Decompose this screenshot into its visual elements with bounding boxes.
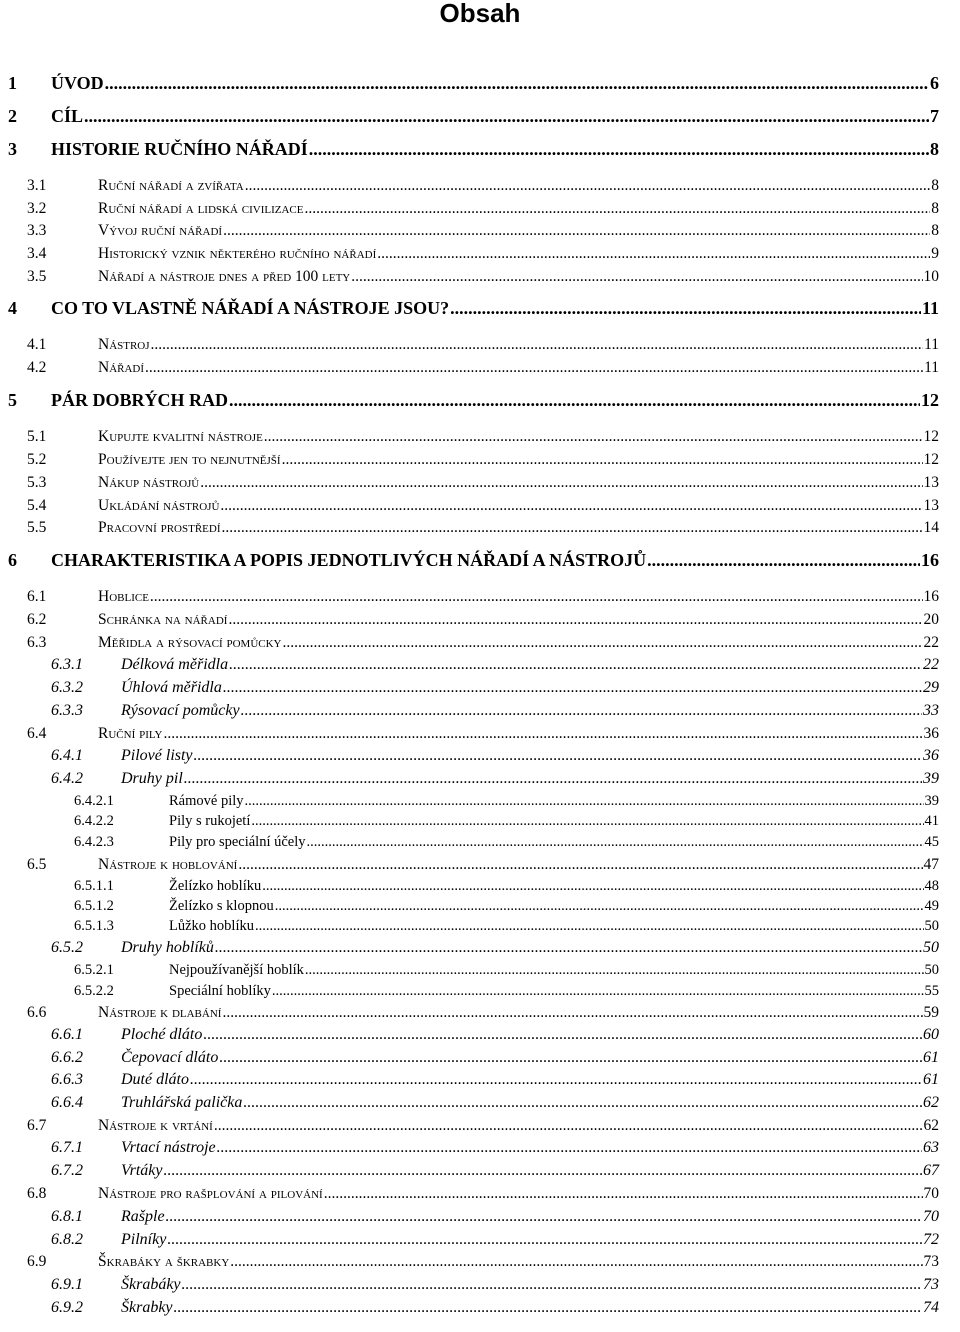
toc-entry[interactable]	[8, 139, 939, 159]
dot-leader	[243, 1094, 922, 1112]
toc-entry-page: 48	[924, 878, 939, 894]
dot-leader	[241, 702, 922, 720]
toc-entry-page: 39	[924, 793, 939, 809]
toc-entry-title: Želízko s klopnou	[169, 898, 274, 914]
toc-entry[interactable]	[27, 1117, 939, 1135]
dot-leader	[163, 725, 922, 743]
toc-entry[interactable]	[74, 918, 939, 935]
dot-leader	[222, 1004, 922, 1022]
toc-entry[interactable]	[27, 611, 939, 629]
toc-entry-page: 45	[924, 834, 939, 850]
dot-leader	[647, 550, 920, 570]
toc-entry-page: 8	[931, 222, 939, 239]
toc-entry-number: 2	[8, 106, 17, 126]
toc-entry-number: 6.6.1	[51, 1026, 83, 1043]
toc-entry-title: Nástroje pro rašplování a pilování	[98, 1185, 323, 1202]
toc-entry-number: 5.5	[27, 519, 47, 536]
toc-entry-page: 62	[923, 1094, 939, 1111]
toc-entry[interactable]	[27, 497, 939, 515]
toc-entry-page: 39	[923, 770, 939, 787]
dot-leader	[228, 611, 922, 629]
dot-leader	[223, 222, 930, 240]
dot-leader	[230, 1253, 922, 1271]
toc-entry[interactable]	[27, 336, 939, 354]
toc-entry-number: 6.5.2.2	[74, 983, 114, 999]
toc-entry-number: 6.3	[27, 634, 47, 651]
toc-entry-page: 74	[923, 1299, 939, 1316]
toc-entry[interactable]	[27, 451, 939, 469]
toc-entry[interactable]	[51, 1231, 939, 1249]
dot-leader	[351, 268, 922, 286]
toc-entry-title: Pily pro speciální účely	[169, 834, 306, 850]
toc-entry-number: 6.5.2.1	[74, 962, 114, 978]
toc-entry[interactable]	[51, 1299, 939, 1317]
dot-leader	[190, 1071, 922, 1089]
dot-leader	[203, 1026, 922, 1044]
toc-entry-page: 9	[931, 245, 939, 262]
dot-leader	[84, 106, 929, 126]
toc-entry-number: 6.4.2	[51, 770, 83, 787]
toc-entry[interactable]	[27, 474, 939, 492]
toc-entry-page: 61	[923, 1049, 939, 1066]
toc-entry[interactable]	[27, 725, 939, 743]
toc-entry-title: HISTORIE RUČNÍHO NÁŘADÍ	[51, 139, 308, 159]
toc-entry-number: 6.9	[27, 1253, 47, 1270]
toc-entry-number: 6.7.1	[51, 1139, 83, 1156]
toc-entry[interactable]	[8, 73, 939, 93]
toc-entry-page: 50	[924, 962, 939, 978]
toc-entry-title: Ploché dláto	[121, 1026, 203, 1043]
toc-entry-number: 4.1	[27, 336, 47, 353]
dot-leader	[245, 177, 931, 195]
toc-entry[interactable]	[74, 878, 939, 895]
toc-entry-title: Nářadí a nástroje dnes a před 100 lety	[98, 268, 351, 285]
toc-entry-number: 6.7.2	[51, 1162, 83, 1179]
toc-entry-title: Želízko hoblíku	[169, 878, 262, 894]
toc-entry[interactable]	[74, 834, 939, 851]
toc-entry-page: 50	[924, 918, 939, 934]
toc-entry[interactable]	[51, 770, 939, 788]
toc-entry-page: 22	[923, 634, 939, 651]
toc-entry[interactable]	[51, 702, 939, 720]
toc-entry[interactable]	[51, 1026, 939, 1044]
dot-leader	[282, 451, 923, 469]
toc-entry-title: PÁR DOBRÝCH RAD	[51, 390, 228, 410]
dot-leader	[184, 770, 922, 788]
toc-entry-number: 6.4.2.2	[74, 813, 114, 829]
toc-entry-title: Kupujte kvalitní nástroje	[98, 428, 263, 445]
page-title: Obsah	[439, 0, 521, 28]
toc-entry-number: 3.3	[27, 222, 47, 239]
toc-entry-page: 55	[924, 983, 939, 999]
toc-entry-page: 49	[924, 898, 939, 914]
toc-entry-page: 36	[923, 747, 939, 764]
dot-leader	[166, 1208, 922, 1226]
toc-entry-title: Pily s rukojetí	[169, 813, 251, 829]
toc-entry-title: Rašple	[121, 1208, 165, 1225]
toc-entry[interactable]	[27, 1253, 939, 1271]
toc-entry-number: 6.8.2	[51, 1231, 83, 1248]
toc-entry-title: CÍL	[51, 106, 84, 126]
dot-leader	[305, 962, 924, 979]
toc-entry-page: 73	[923, 1253, 939, 1270]
dot-leader	[150, 588, 923, 606]
toc-entry-number: 6.5.1.1	[74, 878, 114, 894]
toc-entry[interactable]	[27, 268, 939, 286]
toc-entry[interactable]	[27, 200, 939, 218]
toc-entry-title: Rámové pily	[169, 793, 244, 809]
toc-entry-title: Duté dláto	[121, 1071, 189, 1088]
toc-entry-number: 5	[8, 390, 17, 410]
toc-entry-title: Škrabky	[121, 1299, 173, 1316]
dot-leader	[229, 656, 922, 674]
toc-entry-title: Úhlová měřidla	[121, 679, 222, 696]
dot-leader	[275, 898, 924, 915]
toc-entry[interactable]	[51, 939, 939, 957]
toc-entry-title: Škrabáky a škrabky	[98, 1253, 230, 1270]
toc-entry-title: CO TO VLASTNĚ NÁŘADÍ A NÁSTROJE JSOU?	[51, 298, 450, 318]
dot-leader	[223, 679, 922, 697]
dot-leader	[307, 834, 924, 851]
toc-entry-title: Truhlářská palička	[121, 1094, 243, 1111]
toc-entry[interactable]	[51, 679, 939, 697]
toc-entry-page: 11	[921, 298, 939, 318]
toc-entry-page: 12	[923, 428, 939, 445]
toc-entry-title: Nářadí	[98, 359, 145, 376]
dot-leader	[163, 1162, 922, 1180]
toc-entry-title: Rýsovací pomůcky	[121, 702, 240, 719]
toc-entry-title: Škrabáky	[121, 1276, 181, 1293]
toc-entry-page: 12	[923, 451, 939, 468]
toc-entry-page: 29	[923, 679, 939, 696]
dot-leader	[220, 497, 922, 515]
toc-entry-page: 70	[923, 1208, 939, 1225]
toc-entry[interactable]	[51, 656, 939, 674]
toc-entry-page: 8	[931, 177, 939, 194]
dot-leader	[194, 747, 922, 765]
toc-entry-page: 8	[931, 200, 939, 217]
dot-leader	[245, 793, 924, 810]
dot-leader	[145, 359, 923, 377]
dot-leader	[151, 336, 924, 354]
dot-leader	[251, 813, 923, 830]
toc-entry-number: 6.3.2	[51, 679, 83, 696]
toc-entry-number: 6.6	[27, 1004, 47, 1021]
toc-entry-title: Pracovní prostředí	[98, 519, 221, 536]
toc-entry-title: Ukládání nástrojů	[98, 497, 220, 514]
toc-entry[interactable]	[51, 1162, 939, 1180]
toc-entry-page: 13	[923, 497, 939, 514]
toc-entry-number: 3.4	[27, 245, 47, 262]
toc-entry-page: 70	[923, 1185, 939, 1202]
toc-entry-number: 3.1	[27, 177, 47, 194]
dot-leader	[238, 856, 922, 874]
toc-entry-page: 10	[923, 268, 939, 285]
toc-entry[interactable]	[51, 1208, 939, 1226]
dot-leader	[167, 1231, 922, 1249]
toc-entry-page: 41	[924, 813, 939, 829]
toc-entry[interactable]	[51, 1049, 939, 1067]
toc-entry[interactable]	[27, 177, 939, 195]
toc-entry[interactable]	[27, 519, 939, 537]
toc-entry[interactable]	[8, 550, 939, 570]
dot-leader	[272, 983, 924, 1000]
dot-leader	[262, 878, 923, 895]
dot-leader	[200, 474, 922, 492]
toc-entry[interactable]	[27, 1004, 939, 1022]
toc-entry[interactable]	[74, 962, 939, 979]
toc-entry[interactable]	[27, 856, 939, 874]
dot-leader	[174, 1299, 922, 1317]
toc-entry-title: Délková měřidla	[121, 656, 229, 673]
toc-entry-page: 14	[923, 519, 939, 536]
toc-entry-page: 73	[923, 1276, 939, 1293]
dot-leader	[182, 1276, 922, 1294]
toc-entry-title: Měřidla a rýsovací pomůcky	[98, 634, 282, 651]
toc-entry-title: Nástroje k dlabání	[98, 1004, 222, 1021]
toc-entry-title: Vrtáky	[121, 1162, 163, 1179]
toc-entry[interactable]	[51, 1276, 939, 1294]
dot-leader	[217, 1139, 922, 1157]
toc-entry-number: 3	[8, 139, 17, 159]
toc-entry-page: 60	[923, 1026, 939, 1043]
toc-entry-page: 12	[921, 390, 939, 410]
toc-entry-page: 63	[923, 1139, 939, 1156]
toc-entry-number: 5.4	[27, 497, 47, 514]
toc-entry-title: Ruční nářadí a lidská civilizace	[98, 200, 304, 217]
toc-entry-number: 6.3.3	[51, 702, 83, 719]
toc-entry[interactable]	[27, 245, 939, 263]
toc-entry[interactable]	[74, 813, 939, 830]
toc-entry-title: Pilníky	[121, 1231, 167, 1248]
toc-entry-title: Vrtací nástroje	[121, 1139, 216, 1156]
toc-entry-number: 6.5.1.2	[74, 898, 114, 914]
toc-entry-page: 22	[923, 656, 939, 673]
toc-entry-title: Druhy hoblíků	[121, 939, 214, 956]
dot-leader	[215, 939, 922, 957]
toc-entry-title: Druhy pil	[121, 770, 183, 787]
toc-entry-number: 6.2	[27, 611, 47, 628]
dot-leader	[214, 1117, 923, 1135]
toc-entry-page: 50	[923, 939, 939, 956]
dot-leader	[309, 139, 929, 159]
toc-entry-page: 16	[921, 550, 939, 570]
dot-leader	[222, 519, 923, 537]
toc-entry-number: 5.1	[27, 428, 47, 445]
toc-entry-number: 5.2	[27, 451, 47, 468]
toc-entry-number: 6.6.2	[51, 1049, 83, 1066]
dot-leader	[105, 73, 929, 93]
toc-entry-number: 6.5	[27, 856, 47, 873]
toc-entry-title: Pilové listy	[121, 747, 193, 764]
toc-entry-number: 6.9.1	[51, 1276, 83, 1293]
toc-entry[interactable]	[27, 634, 939, 652]
toc-entry-number: 6.4	[27, 725, 47, 742]
toc-entry-page: 72	[923, 1231, 939, 1248]
toc-entry-number: 6.5.2	[51, 939, 83, 956]
toc-entry-page: 11	[924, 336, 939, 353]
toc-entry-title: Ruční nářadí a zvířata	[98, 177, 244, 194]
toc-entry-page: 33	[923, 702, 939, 719]
dot-leader	[305, 200, 931, 218]
toc-entry-title: Hoblice	[98, 588, 149, 605]
toc-entry-page: 6	[930, 73, 939, 93]
toc-entry-page: 62	[923, 1117, 939, 1134]
toc-entry-number: 6.4.2.1	[74, 793, 114, 809]
dot-leader	[450, 298, 921, 318]
toc-entry[interactable]	[27, 359, 939, 377]
toc-entry-title: Ruční pily	[98, 725, 163, 742]
dot-leader	[324, 1185, 923, 1203]
toc-entry[interactable]	[51, 1071, 939, 1089]
toc-entry-title: ÚVOD	[51, 73, 104, 93]
toc-entry-title: Používejte jen to nejnutnější	[98, 451, 281, 468]
toc-entry-title: Historický vznik některého ručního nářadí	[98, 245, 377, 262]
toc-entry[interactable]	[8, 390, 939, 410]
toc-entry-number: 6.8.1	[51, 1208, 83, 1225]
toc-entry-title: Nejpoužívanější hoblík	[169, 962, 304, 978]
toc-entry-title: Nástroje k vrtání	[98, 1117, 213, 1134]
toc-entry[interactable]	[27, 1185, 939, 1203]
toc-entry-number: 6.1	[27, 588, 47, 605]
toc-entry-number: 6	[8, 550, 17, 570]
toc-entry-page: 67	[923, 1162, 939, 1179]
toc-entry-number: 3.2	[27, 200, 47, 217]
toc-entry-title: Lůžko hoblíku	[169, 918, 254, 934]
dot-leader	[219, 1049, 922, 1067]
toc-entry-number: 5.3	[27, 474, 47, 491]
toc-entry-page: 36	[923, 725, 939, 742]
toc-entry[interactable]	[51, 747, 939, 765]
toc-entry-number: 6.6.3	[51, 1071, 83, 1088]
toc-entry-number: 6.9.2	[51, 1299, 83, 1316]
dot-leader	[283, 634, 923, 652]
toc-entry[interactable]	[51, 1094, 939, 1112]
toc-entry[interactable]	[27, 588, 939, 606]
toc-entry-number: 6.6.4	[51, 1094, 83, 1111]
toc-entry[interactable]	[8, 298, 939, 318]
toc-entry-title: Čepovací dláto	[121, 1049, 219, 1066]
toc-entry-title: Nástroj	[98, 336, 150, 353]
toc-entry-page: 11	[924, 359, 939, 376]
toc-entry-page: 59	[923, 1004, 939, 1021]
toc-entry-number: 4	[8, 298, 17, 318]
toc-entry-number: 6.8	[27, 1185, 47, 1202]
toc-entry-number: 4.2	[27, 359, 47, 376]
toc-entry-title: Schránka na nářadí	[98, 611, 228, 628]
toc-entry[interactable]	[74, 898, 939, 915]
toc-entry-title: Nástroje k hoblování	[98, 856, 238, 873]
toc-entry[interactable]	[8, 106, 939, 126]
toc-entry-page: 8	[930, 139, 939, 159]
toc-entry-page: 47	[923, 856, 939, 873]
toc-entry-number: 6.7	[27, 1117, 47, 1134]
dot-leader	[229, 390, 920, 410]
dot-leader	[377, 245, 930, 263]
toc-entry-title: Speciální hoblíky	[169, 983, 271, 999]
toc-entry-number: 3.5	[27, 268, 47, 285]
toc-entry[interactable]	[51, 1139, 939, 1157]
toc-entry-number: 6.4.2.3	[74, 834, 114, 850]
toc-entry-number: 1	[8, 73, 17, 93]
toc-entry-title: Vývoj ruční nářadí	[98, 222, 223, 239]
toc-entry-page: 7	[930, 106, 939, 126]
toc-entry-title: CHARAKTERISTIKA A POPIS JEDNOTLIVÝCH NÁŘADÍ A NÁSTROJŮ	[51, 550, 647, 570]
toc-entry-number: 6.4.1	[51, 747, 83, 764]
dot-leader	[255, 918, 924, 935]
toc-entry[interactable]	[74, 793, 939, 810]
toc-entry-page: 16	[923, 588, 939, 605]
toc-entry-page: 20	[923, 611, 939, 628]
toc-entry-page: 13	[923, 474, 939, 491]
toc-entry-title: Nákup nástrojů	[98, 474, 200, 491]
toc-entry[interactable]	[27, 428, 939, 446]
dot-leader	[264, 428, 923, 446]
toc-entry[interactable]	[74, 983, 939, 1000]
toc-entry-page: 61	[923, 1071, 939, 1088]
toc-entry[interactable]	[27, 222, 939, 240]
toc-entry-number: 6.5.1.3	[74, 918, 114, 934]
toc-entry-number: 6.3.1	[51, 656, 83, 673]
